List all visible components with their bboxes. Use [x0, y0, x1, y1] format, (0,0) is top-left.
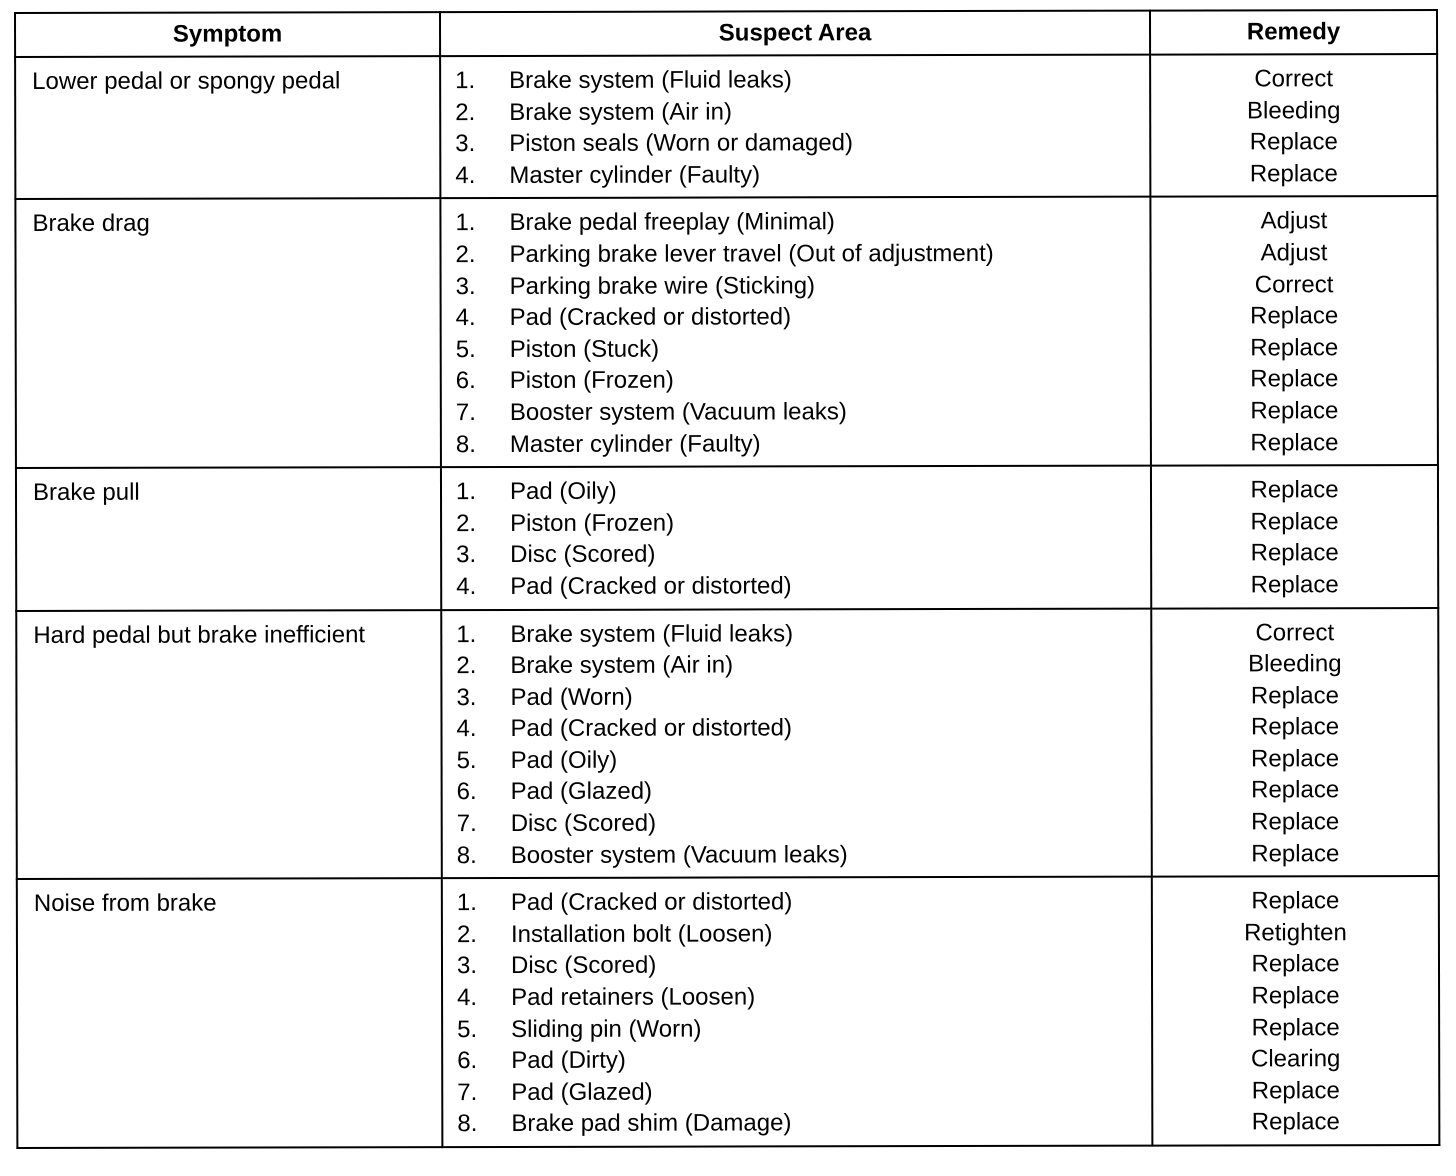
suspect-area-cell — [440, 55, 1150, 199]
suspect-area-item — [456, 364, 1150, 397]
remedy-text: Replace — [1250, 507, 1339, 536]
suspect-area-item — [457, 917, 1151, 950]
remedy-cell — [1151, 608, 1439, 877]
remedy-text: Correct — [1255, 618, 1335, 646]
item-number: 7. — [456, 810, 477, 838]
table-row — [15, 196, 1438, 468]
item-number: 4. — [456, 715, 477, 743]
symptom-cell: Lower pedal or spongy pedal — [15, 56, 440, 199]
remedy-text: Replace — [1250, 476, 1339, 504]
suspect-area-item — [457, 949, 1151, 982]
remedy-cell — [1150, 196, 1438, 465]
suspect-area-text: Pad (Cracked or distorted) — [510, 888, 793, 917]
symptom-cell: Noise from brake — [17, 878, 443, 1148]
remedy-cell — [1150, 54, 1437, 197]
suspect-area-cell — [442, 877, 1153, 1147]
suspect-area-item — [455, 127, 1149, 160]
item-number: 4. — [455, 304, 476, 332]
item-number: 8. — [456, 841, 477, 869]
suspect-area-item — [457, 1044, 1151, 1077]
suspect-area-text: Parking brake wire (Sticking) — [509, 271, 816, 300]
remedy-text: Replace — [1251, 745, 1340, 773]
remedy-text: Replace — [1250, 571, 1339, 599]
suspect-area-item — [456, 680, 1150, 713]
suspect-area-text: Disc (Scored) — [510, 809, 657, 838]
suspect-area-item — [457, 981, 1151, 1014]
remedy-text: Adjust — [1260, 239, 1328, 267]
suspect-area-column-header: Suspect Area — [440, 11, 1150, 56]
suspect-area-item — [457, 775, 1151, 808]
suspect-area-text: Piston seals (Worn or damaged) — [509, 129, 854, 158]
suspect-area-text: Pad (Dirty) — [511, 1046, 626, 1075]
remedy-text: Replace — [1250, 681, 1339, 710]
item-number: 2. — [456, 509, 477, 537]
suspect-area-text: Brake system (Air in) — [510, 651, 734, 680]
suspect-area-text: Booster system (Vacuum leaks) — [509, 398, 847, 426]
remedy-text: Replace — [1251, 839, 1340, 868]
item-number: 4. — [457, 984, 478, 1012]
item-number: 2. — [456, 920, 477, 948]
table-row — [15, 54, 1437, 199]
item-number: 7. — [455, 398, 476, 427]
suspect-area-item — [455, 158, 1149, 191]
item-number: 1. — [456, 889, 477, 917]
item-number: 2. — [455, 98, 476, 126]
suspect-area-item — [456, 427, 1150, 460]
troubleshooting-table — [14, 9, 1440, 1149]
suspect-area-text: Booster system (Vacuum leaks) — [510, 840, 848, 869]
item-number: 4. — [456, 572, 477, 600]
remedy-text: Replace — [1249, 128, 1338, 156]
suspect-area-text: Pad (Oily) — [510, 746, 618, 774]
suspect-area-item — [455, 238, 1149, 271]
remedy-text: Retighten — [1244, 919, 1347, 947]
remedy-cell — [1152, 876, 1440, 1145]
item-number: 7. — [457, 1078, 478, 1106]
suspect-area-text: Pad (Oily) — [509, 477, 617, 506]
suspect-area-text: Disc (Scored) — [510, 540, 656, 569]
remedy-text: Replace — [1250, 302, 1339, 330]
item-number: 3. — [455, 130, 476, 158]
suspect-area-text: Pad (Cracked or distorted) — [510, 572, 792, 600]
item-number: 1. — [455, 209, 476, 237]
suspect-area-text: Pad (Cracked or distorted) — [510, 714, 792, 743]
remedy-text: Replace — [1250, 333, 1339, 362]
suspect-area-item — [456, 475, 1150, 508]
remedy-text: Replace — [1251, 950, 1340, 978]
suspect-area-item — [457, 1012, 1151, 1045]
table-row — [16, 465, 1438, 610]
item-number: 8. — [457, 1110, 478, 1138]
suspect-area-item — [456, 301, 1150, 334]
remedy-text: Replace — [1249, 160, 1338, 188]
remedy-text: Replace — [1251, 1108, 1340, 1136]
remedy-text: Replace — [1250, 365, 1339, 393]
remedy-text: Replace — [1251, 982, 1340, 1010]
suspect-area-text: Brake pad shim (Damage) — [511, 1109, 792, 1138]
item-number: 3. — [455, 272, 476, 300]
item-number: 1. — [455, 67, 476, 95]
suspect-area-item — [455, 206, 1149, 239]
symptom-column-header: Symptom — [15, 12, 440, 57]
suspect-area-text: Pad (Worn) — [510, 683, 633, 711]
suspect-area-item — [456, 332, 1150, 365]
table-body — [15, 54, 1439, 1148]
suspect-area-item — [456, 506, 1150, 539]
item-number: 2. — [456, 652, 477, 680]
remedy-column-header: Remedy — [1150, 10, 1437, 55]
suspect-area-text: Parking brake lever travel (Out of adjustment) — [509, 239, 994, 268]
suspect-area-item — [456, 396, 1150, 429]
suspect-area-item — [456, 269, 1150, 302]
remedy-text: Replace — [1251, 808, 1340, 836]
remedy-text: Bleeding — [1248, 650, 1342, 678]
suspect-area-text: Piston (Frozen) — [510, 509, 675, 537]
table-row — [17, 876, 1440, 1148]
item-number: 1. — [455, 478, 477, 506]
remedy-text: Replace — [1250, 397, 1339, 425]
suspect-area-text: Brake system (Fluid leaks) — [510, 619, 794, 648]
suspect-area-item — [455, 64, 1149, 97]
remedy-text: Replace — [1251, 776, 1340, 804]
item-number: 1. — [456, 620, 477, 648]
troubleshooting-table-wrapper — [14, 9, 1438, 1149]
remedy-text: Adjust — [1260, 207, 1328, 235]
item-number: 5. — [457, 1015, 478, 1043]
suspect-area-item — [456, 712, 1150, 745]
item-number: 3. — [456, 952, 478, 980]
suspect-area-text: Pad (Glazed) — [510, 778, 653, 806]
suspect-area-item — [457, 838, 1151, 871]
suspect-area-item — [457, 743, 1151, 776]
symptom-cell: Brake drag — [15, 198, 441, 468]
suspect-area-text: Brake system (Fluid leaks) — [509, 66, 792, 94]
suspect-area-text: Brake pedal freeplay (Minimal) — [509, 208, 835, 237]
suspect-area-item — [456, 649, 1150, 682]
remedy-cell — [1151, 465, 1438, 608]
item-number: 6. — [456, 778, 477, 806]
suspect-area-item — [457, 1075, 1151, 1108]
suspect-area-item — [457, 886, 1151, 919]
table-row — [16, 608, 1439, 880]
item-number: 3. — [456, 683, 477, 711]
suspect-area-text: Brake system (Air in) — [509, 98, 732, 126]
suspect-area-text: Pad (Glazed) — [511, 1078, 653, 1106]
suspect-area-cell — [441, 466, 1151, 610]
suspect-area-text: Piston (Frozen) — [509, 366, 674, 395]
suspect-area-text: Master cylinder (Faulty) — [509, 429, 761, 458]
symptom-cell: Hard pedal but brake inefficient — [16, 610, 442, 880]
suspect-area-text: Sliding pin (Worn) — [511, 1015, 702, 1043]
suspect-area-text: Disc (Scored) — [510, 952, 657, 980]
suspect-area-item — [457, 807, 1151, 840]
remedy-text: Replace — [1251, 887, 1340, 915]
remedy-text: Replace — [1251, 1077, 1340, 1105]
symptom-cell: Brake pull — [16, 467, 441, 610]
item-number: 3. — [456, 541, 477, 569]
remedy-text: Replace — [1250, 713, 1340, 741]
item-number: 6. — [457, 1047, 478, 1075]
suspect-area-item — [456, 538, 1150, 571]
suspect-area-item — [456, 617, 1150, 650]
remedy-text: Clearing — [1250, 1045, 1341, 1073]
remedy-text: Replace — [1250, 539, 1339, 567]
item-number: 4. — [455, 161, 476, 189]
suspect-area-text: Pad retainers (Loosen) — [511, 983, 756, 1011]
remedy-text: Correct — [1254, 270, 1334, 298]
remedy-text: Correct — [1254, 65, 1334, 93]
remedy-text: Replace — [1251, 1013, 1340, 1042]
suspect-area-text: Pad (Cracked or distorted) — [509, 303, 792, 332]
suspect-area-text: Master cylinder (Faulty) — [509, 161, 761, 189]
item-number: 6. — [455, 367, 476, 395]
suspect-area-item — [455, 95, 1149, 128]
suspect-area-text: Piston (Stuck) — [509, 335, 660, 363]
remedy-text: Replace — [1250, 428, 1339, 456]
item-number: 8. — [455, 430, 476, 458]
item-number: 5. — [455, 335, 476, 363]
suspect-area-item — [457, 1107, 1151, 1140]
suspect-area-cell — [441, 608, 1152, 878]
remedy-text: Bleeding — [1246, 96, 1341, 125]
suspect-area-text: Installation bolt (Loosen) — [510, 920, 773, 948]
suspect-area-cell — [440, 197, 1151, 467]
table-header-row — [15, 10, 1437, 57]
item-number: 2. — [455, 241, 476, 269]
item-number: 5. — [456, 746, 477, 774]
suspect-area-item — [456, 570, 1150, 603]
